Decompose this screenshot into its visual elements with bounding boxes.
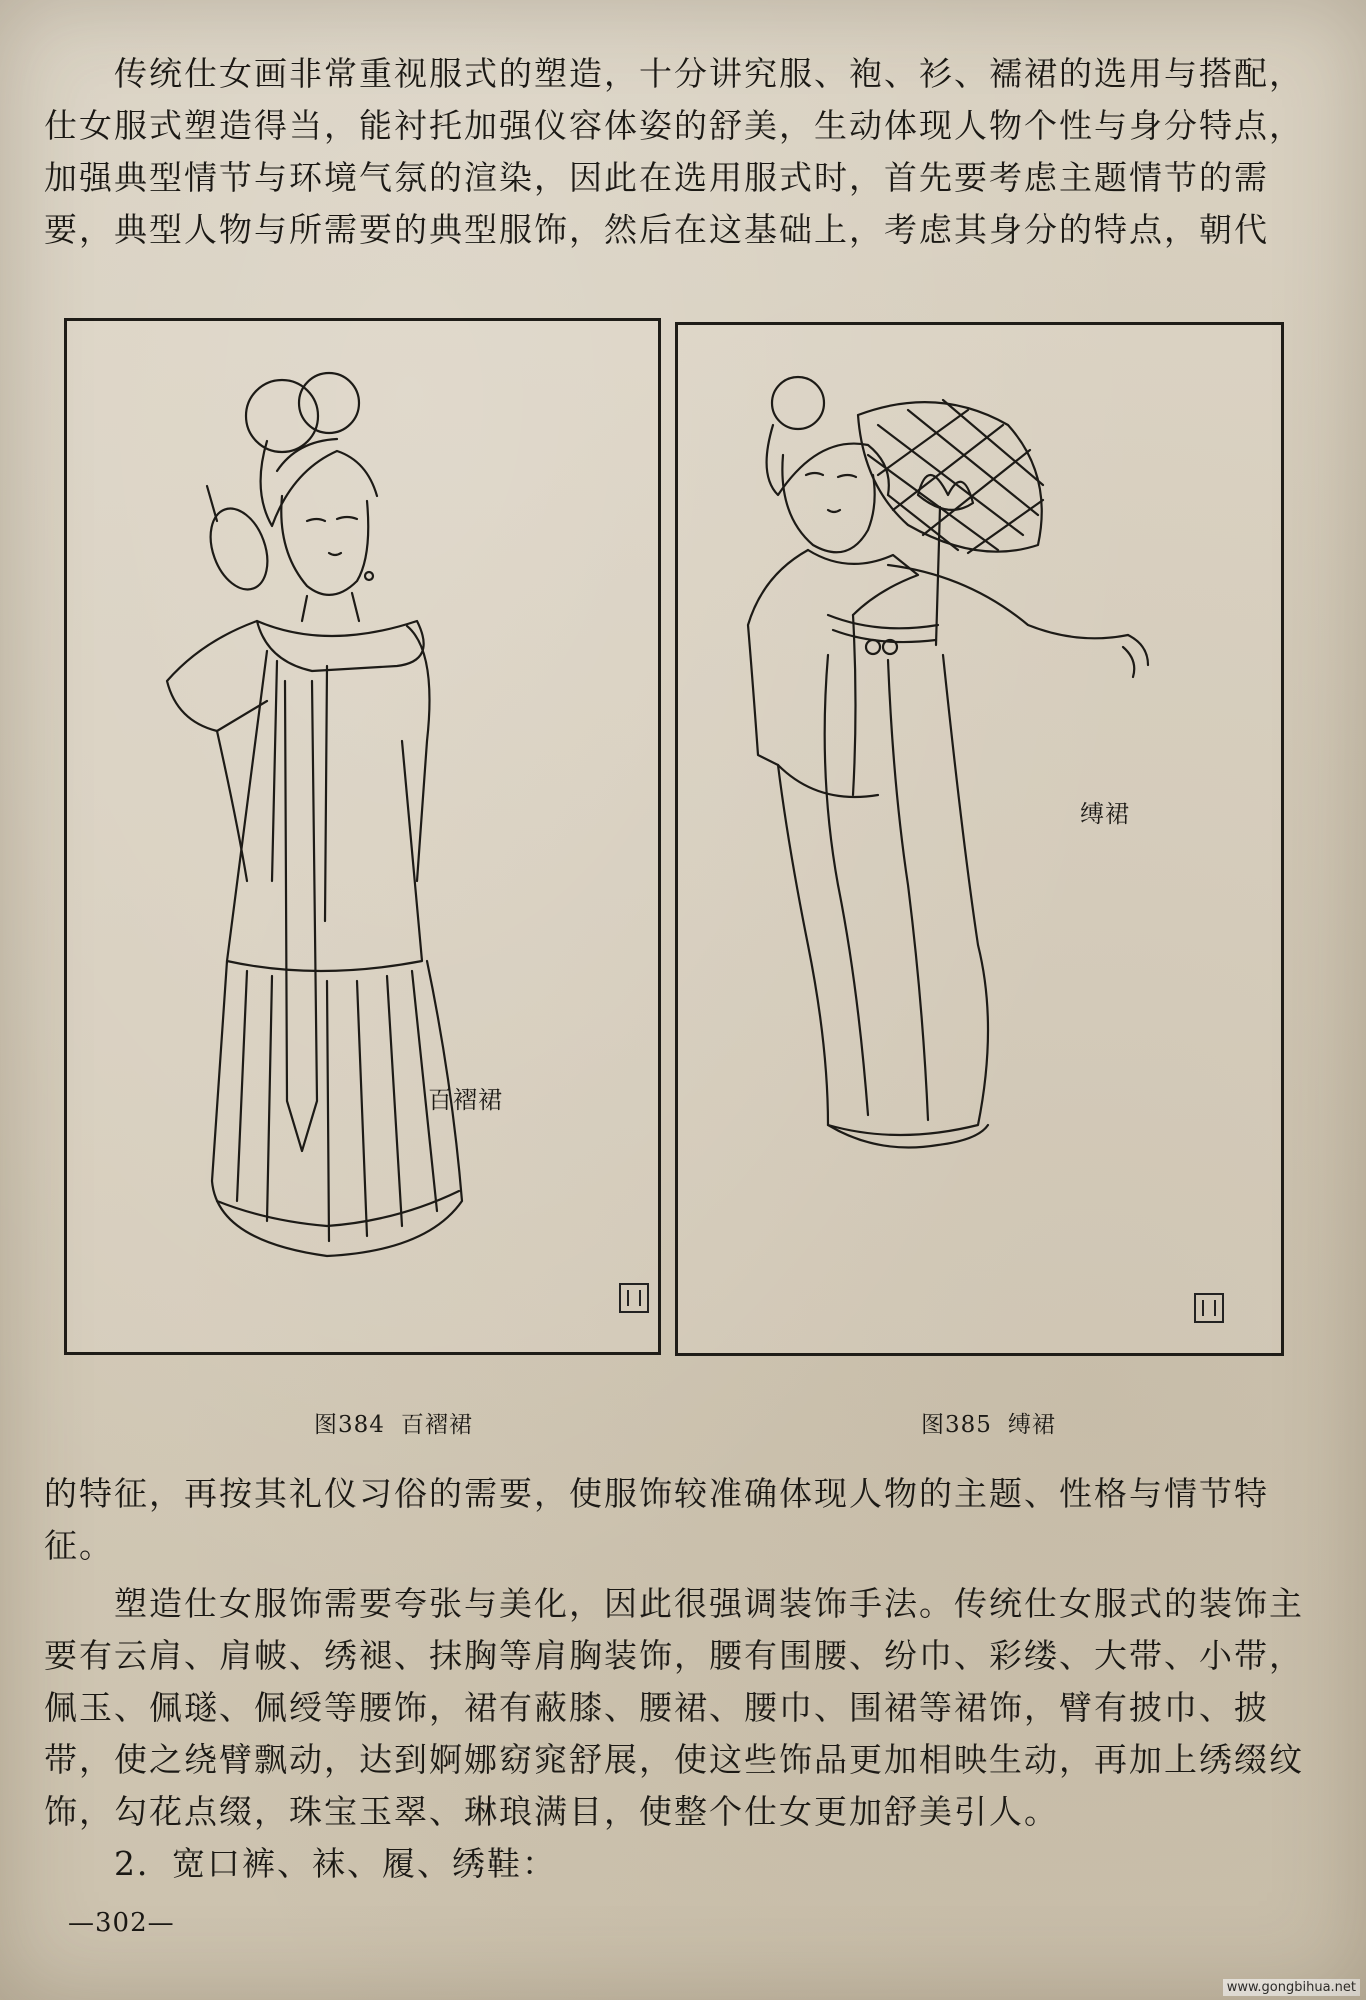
figure-384-caption	[314, 1406, 473, 1439]
paragraph-1: 传统仕女画非常重视服式的塑造，十分讲究服、袍、衫、襦裙的选用与搭配，仕女服式塑造得当，能衬托加强仪容体姿的舒美，生动体现人物个性与身分特点，加强典型情节与环境气氛的渲染，因此在选用服式时，首先要考虑主题情节的需要，典型人物与所需要的典型服饰，然后在这基础上，考虑其身分的特点，朝代	[44, 54, 1304, 249]
figure-385-caption	[921, 1406, 1056, 1439]
artist-seal-stamp	[619, 1283, 649, 1313]
figure-385-number: 图385	[921, 1412, 992, 1438]
figure-384-number: 图384	[314, 1412, 385, 1438]
figure-384-frame	[64, 318, 661, 1355]
figure-384-garment-label: 百褶裙	[428, 1086, 503, 1114]
watermark: www.gongbihua.net	[1223, 1979, 1360, 1996]
section-heading: 2．宽口裤、袜、履、绣鞋：	[114, 1844, 557, 1883]
figure-385-frame	[675, 322, 1284, 1356]
lady-with-lotus-illustration	[678, 325, 1281, 1353]
figure-385-garment-label: 缚裙	[1080, 800, 1130, 828]
figure-385-title: 缚裙	[1007, 1412, 1056, 1438]
paragraph-3: 塑造仕女服饰需要夸张与美化，因此很强调装饰手法。传统仕女服式的装饰主要有云肩、肩帔、绣褪、抹胸等肩胸装饰，腰有围腰、纷巾、彩缕、大带、小带，佩玉、佩璲、佩绶等腰饰，裙有蔽膝、腰裙、腰巾、围裙等裙饰，臂有披巾、披带，使之绕臂飘动，达到婀娜窈窕舒展，使这些饰品更加相映生动，再加上绣缀纹饰，勾花点缀，珠宝玉翠、琳琅满目，使整个仕女更加舒美引人。	[44, 1584, 1304, 1831]
lady-with-fan-illustration	[67, 321, 658, 1352]
paragraph-2: 的特征，再按其礼仪习俗的需要，使服饰较准确体现人物的主题、性格与情节特征。	[44, 1474, 1269, 1565]
figure-384-title: 百褶裙	[400, 1412, 473, 1438]
artist-seal-stamp	[1194, 1293, 1224, 1323]
page-number: —302—	[68, 1908, 175, 1938]
